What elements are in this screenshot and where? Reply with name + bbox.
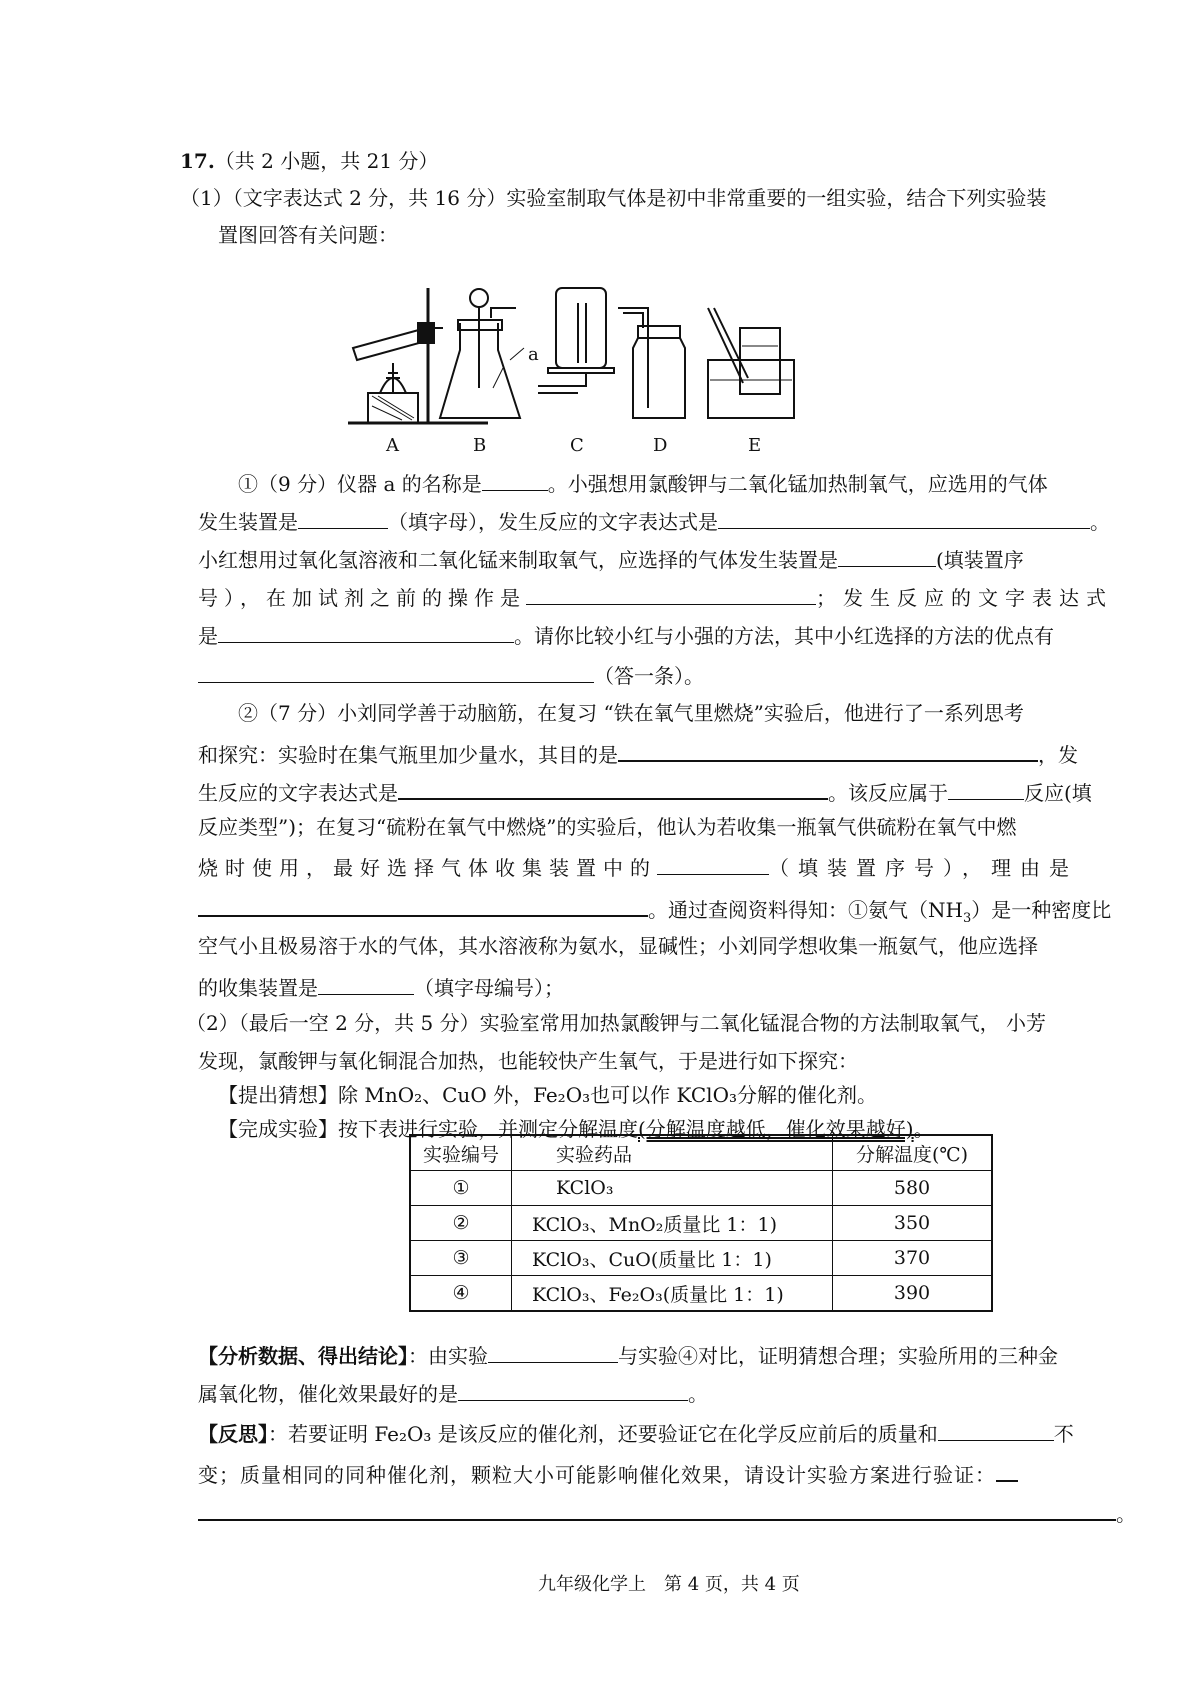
answer-blank[interactable] <box>398 776 828 800</box>
text: 生反应的文字表达式是 <box>198 781 398 805</box>
text: 烧时使用，最好选择气体收集装置中的 <box>198 856 657 880</box>
reflect-line1 <box>198 1418 1074 1447</box>
part2-line6 <box>198 893 1111 932</box>
answer-blank[interactable] <box>618 738 1038 762</box>
answer-blank[interactable] <box>938 1418 1054 1441</box>
label-b: B <box>473 435 487 456</box>
text: 。该反应属于 <box>828 781 948 805</box>
question-heading <box>180 148 438 174</box>
part2-line4: 反应类型”)；在复习“硫粉在氧气中燃烧”的实验后，他认为若收集一瓶氧气供硫粉在氧气中燃 <box>198 815 1017 839</box>
apparatus-b-flask <box>440 289 520 418</box>
apparatus-c-jar <box>538 288 614 393</box>
label-d: D <box>653 435 668 456</box>
table-header: 实验药品 <box>512 1135 833 1171</box>
part2-line8 <box>198 972 564 1001</box>
text: 与实验④对比，证明猜想合理；实验所用的三种金 <box>618 1344 1058 1368</box>
answer-blank[interactable] <box>718 506 1090 529</box>
section-tag: 【分析数据、得出结论】 <box>198 1344 408 1368</box>
table-cell: ② <box>410 1206 512 1241</box>
table-header: 实验编号 <box>410 1135 512 1171</box>
part2-line5 <box>198 852 1078 881</box>
text: 变；质量相同的同种催化剂，颗粒大小可能影响催化效果，请设计实验方案进行验证： <box>198 1463 996 1487</box>
part2-line3 <box>198 776 1092 806</box>
table-cell: 580 <box>833 1171 993 1206</box>
text: 不 <box>1053 1422 1074 1446</box>
table-cell: ① <box>410 1171 512 1206</box>
text: （答一条）。 <box>594 664 704 688</box>
reflect-line2 <box>198 1458 1018 1488</box>
question-points: （共 2 小题，共 21 分） <box>214 149 439 173</box>
analysis-line1 <box>198 1340 1058 1369</box>
text: 反应(填 <box>1024 781 1092 805</box>
label-pointer-a: a <box>528 344 539 365</box>
answer-blank[interactable] <box>318 972 414 995</box>
page-footer: 九年级化学上 第 4 页，共 4 页 <box>538 1574 800 1595</box>
p2-line1: （2）（最后一空 2 分，共 5 分）实验室常用加热氯酸钾与二氧化锰混合物的方法制取氧气， 小芳 <box>186 1011 1046 1035</box>
answer-blank[interactable] <box>996 1458 1018 1482</box>
text: 。 <box>1090 510 1110 534</box>
answer-blank[interactable] <box>948 777 1024 800</box>
part1-line3 <box>198 544 1024 573</box>
answer-blank[interactable] <box>198 660 594 683</box>
text: 小红想用过氧化氢溶液和二氧化锰来制取氧气，应选择的气体发生装置是 <box>198 548 838 572</box>
text: 。请你比较小红与小强的方法，其中小红选择的方法的优点有 <box>514 624 1054 648</box>
experiment-table <box>409 1134 993 1312</box>
part1-line6 <box>198 660 704 689</box>
text: 发生装置是 <box>198 510 298 534</box>
text: (填装置序 <box>936 548 1024 572</box>
p2-line2: 发现，氯酸钾与氧化铜混合加热，也能较快产生氧气，于是进行如下探究： <box>198 1049 858 1073</box>
part1-intro-line2: 置图回答有关问题： <box>218 223 398 247</box>
answer-blank[interactable] <box>298 506 388 529</box>
part1-line2 <box>198 506 1110 535</box>
text: 。通过查阅资料得知：①氨气（NH <box>648 898 963 922</box>
table-cell: ③ <box>410 1241 512 1276</box>
table-cell: 370 <box>833 1241 993 1276</box>
table-cell: 390 <box>833 1276 993 1312</box>
label-a: A <box>386 435 399 456</box>
text: ）是一种密度比 <box>971 898 1112 922</box>
section-tag: 【反思】 <box>198 1422 268 1446</box>
apparatus-e-trough <box>708 308 794 418</box>
table-cell: KClO₃、Fe₂O₃(质量比 1：1) <box>512 1276 833 1312</box>
text: 和探究：实验时在集气瓶里加少量水，其目的是 <box>198 743 618 767</box>
answer-blank[interactable] <box>198 1497 1116 1521</box>
text: （填字母编号）； <box>414 976 564 1000</box>
answer-blank[interactable] <box>198 893 648 917</box>
text: 属氧化物，催化效果最好的是 <box>198 1382 458 1406</box>
text: ①（9 分）仪器 a 的名称是 <box>238 472 482 496</box>
table-cell: 350 <box>833 1206 993 1241</box>
text: ：若要证明 Fe₂O₃ 是该反应的催化剂，还要验证它在化学反应前后的质量和 <box>268 1422 938 1446</box>
part1-line4 <box>198 582 1113 611</box>
table-row <box>410 1206 992 1241</box>
table-cell: KClO₃ <box>512 1171 833 1206</box>
text: ，发 <box>1038 743 1078 767</box>
part1-line5 <box>198 620 1054 649</box>
table-cell: KClO₃、CuO(质量比 1：1) <box>512 1241 833 1276</box>
table-cell: KClO₃、MnO₂质量比 1：1) <box>512 1206 833 1241</box>
question-number: 17. <box>180 149 215 173</box>
text: 。 <box>1116 1502 1136 1526</box>
answer-blank[interactable] <box>657 852 769 875</box>
text: （填字母），发生反应的文字表达式是 <box>388 510 718 534</box>
text: 【完成实验】按下表进行实验，并测定分解温度 <box>218 1117 638 1141</box>
table-row <box>410 1171 992 1206</box>
answer-blank[interactable] <box>488 1340 618 1363</box>
text: 。 <box>688 1382 708 1406</box>
part2-line2 <box>198 738 1078 768</box>
p2-guess: 【提出猜想】除 MnO₂、CuO 外，Fe₂O₃也可以作 KClO₃分解的催化剂。 <box>218 1083 877 1107</box>
label-c: C <box>570 435 584 456</box>
answer-blank[interactable] <box>526 582 816 605</box>
apparatus-figure <box>348 268 848 460</box>
text: 的收集装置是 <box>198 976 318 1000</box>
text: ；发生反应的文字表达式 <box>816 586 1113 610</box>
text: ：由实验 <box>408 1344 488 1368</box>
underlined-text: (分解温度越低，催化效果越好) <box>638 1117 914 1141</box>
reflect-line3 <box>198 1497 1136 1527</box>
text: 。小强想用氯酸钾与二氧化锰加热制氧气，应选用的气体 <box>547 472 1048 496</box>
table-row <box>410 1241 992 1276</box>
apparatus-a-heating <box>348 288 488 423</box>
answer-blank[interactable] <box>218 620 514 643</box>
table-header-row <box>410 1135 992 1171</box>
table-row <box>410 1276 992 1312</box>
subscript: 3 <box>962 911 972 926</box>
part2-line7: 空气小且极易溶于水的气体，其水溶液称为氨水，显碱性；小刘同学想收集一瓶氨气，他应选择 <box>198 934 1038 958</box>
part1-line1 <box>238 468 1048 497</box>
answer-blank[interactable] <box>482 468 548 491</box>
table-cell: ④ <box>410 1276 512 1312</box>
text: （填装置序号），理由是 <box>769 856 1078 880</box>
text: 是 <box>198 624 218 648</box>
label-e: E <box>748 435 762 456</box>
part1-intro-line1: （1）（文字表达式 2 分，共 16 分）实验室制取气体是初中非常重要的一组实验，结合下列实验装 <box>180 186 1047 210</box>
text: 号），在加试剂之前的操作是 <box>198 586 526 610</box>
table-header: 分解温度(℃) <box>833 1135 993 1171</box>
answer-blank[interactable] <box>838 544 936 567</box>
analysis-line2 <box>198 1378 708 1407</box>
text: 。 <box>913 1117 934 1141</box>
apparatus-d-bottle <box>618 308 685 418</box>
answer-blank[interactable] <box>458 1378 688 1401</box>
part2-line1: ②（7 分）小刘同学善于动脑筋，在复习 “铁在氧气里燃烧”实验后，他进行了一系列思考 <box>238 701 1024 725</box>
